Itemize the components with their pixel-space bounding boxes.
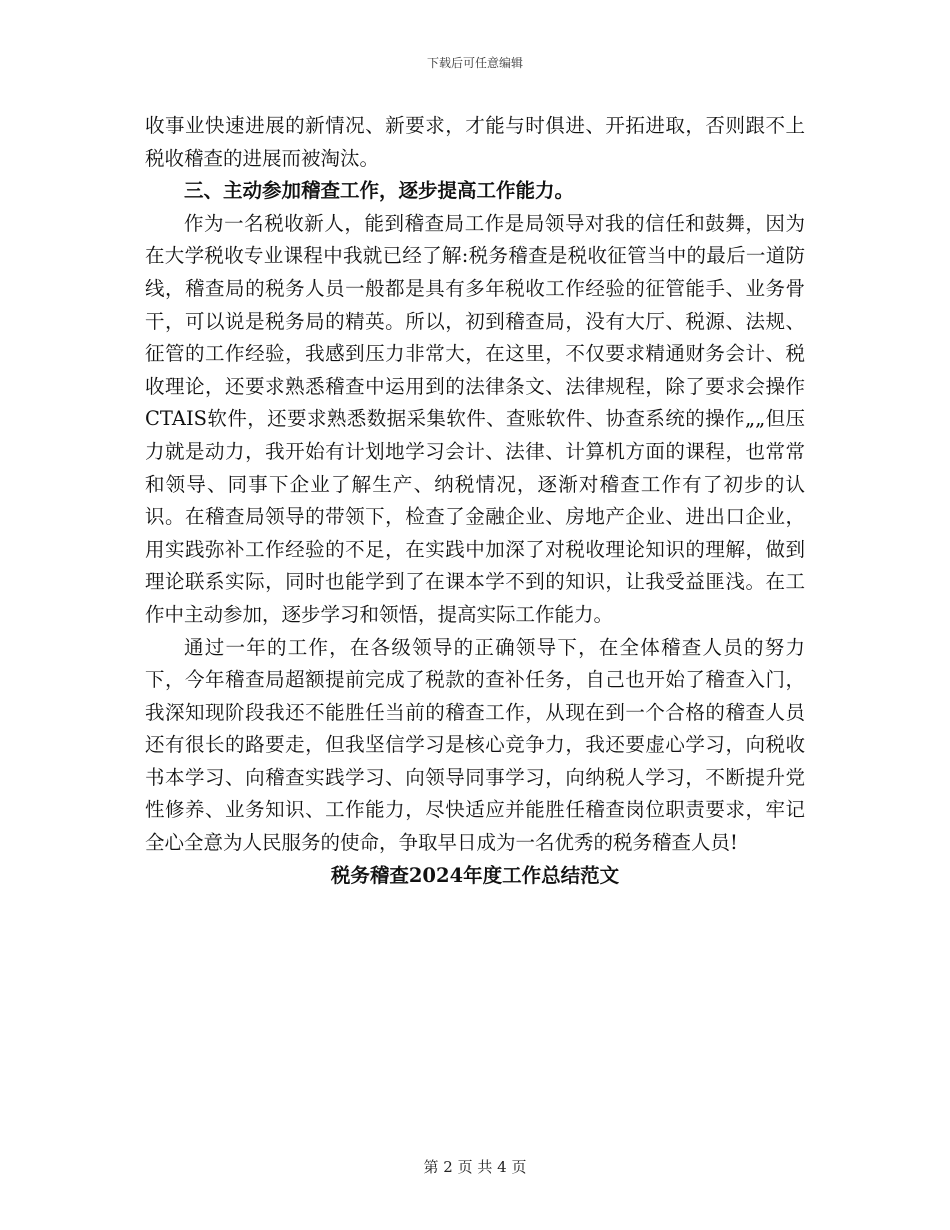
document-title: 税务稽查2024年度工作总结范文 — [330, 863, 620, 887]
paragraph: 作为一名税收新人，能到稽查局工作是局领导对我的信任和鼓舞，因为在大学税收专业课程中我就已经了解:税务稽查是税收征管当中的最后一道防线，稽查局的税务人员一般都是具有多年税收工作经验的征管能手、业务骨干，可以说是税务局的精英。所以，初到稽查局，没有大厅、税源、法规、征管的工作经验，我感到压力非常大，在这里，不仅要求精通财务会计、税收理论，还要求熟悉稽查中运用到的法律条文、法律规程，除了要求会操作CTAIS软件，还要求熟悉数据采集软件、查账软件、协查系统的操作„„但压力就是动力，我开始有计划地学习会计、法律、计算机方面的课程，也常常和领导、同事下企业了解生产、纳税情况，逐渐对稽查工作有了初步的认识。在稽查局领导的带领下，检查了金融企业、房地产企业、进出口企业，用实践弥补工作经验的不足，在实践中加深了对税收理论知识的理解，做到理论联系实际，同时也能学到了在课本学不到的知识，让我受益匪浅。在工作中主动参加，逐步学习和领悟，提高实际工作能力。 — [145, 211, 805, 626]
section-heading: 三、主动参加稽查工作，逐步提高工作能力。 — [184, 179, 575, 203]
page-number: 第 2 页 共 4 页 — [423, 1158, 527, 1176]
paragraph: 通过一年的工作，在各级领导的正确领导下，在全体稽查人员的努力下，今年稽查局超额提前完成了税款的查补任务，自己也开始了稽查入门，我深知现阶段我还不能胜任当前的稽查工作，从现在到一个合格的稽查人员还有很长的路要走，但我坚信学习是核心竞争力，我还要虚心学习，向税收书本学习、向稽查实践学习、向领导同事学习，向纳税人学习，不断提升党性修养、业务知识、工作能力，尽快适应并能胜任稽查岗位职责要求，牢记全心全意为人民服务的使命，争取早日成为一名优秀的税务稽查人员! — [145, 635, 805, 855]
page-header: 下载后可任意编辑 — [426, 56, 523, 70]
paragraph-continuation: 收事业快速进展的新情况、新要求，才能与时俱进、开拓进取，否则跟不上税收稽查的进展而被淘汰。 — [145, 114, 805, 170]
document-body — [145, 110, 805, 892]
